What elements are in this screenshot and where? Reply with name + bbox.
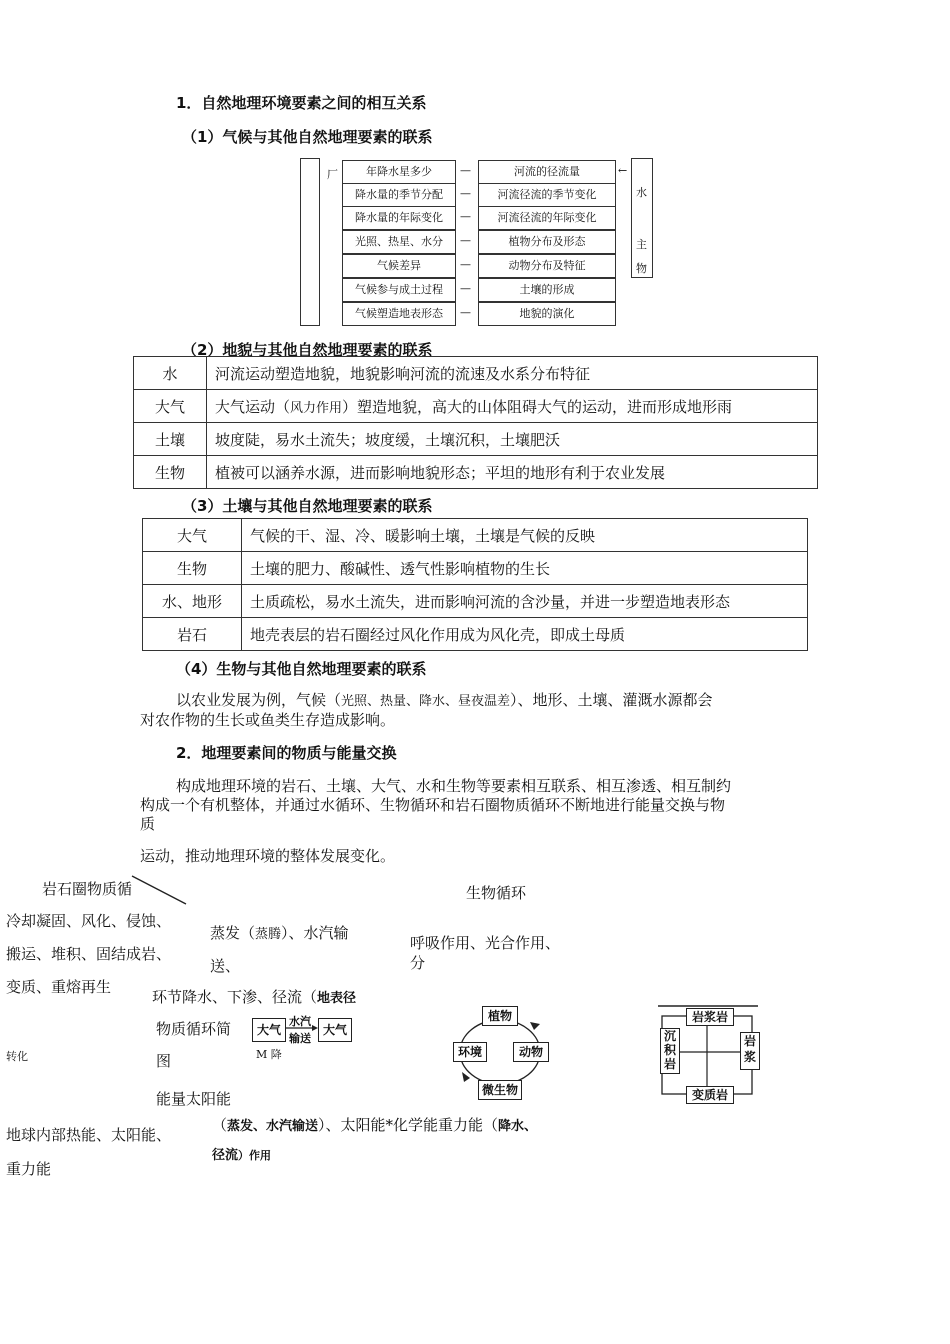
bio-process-line-2: 分	[410, 954, 426, 972]
energy-left-line-2: 重力能	[6, 1160, 52, 1178]
climate-left-cell: 气候差异	[342, 254, 456, 278]
exchange-paragraph-line-4: 运动，推动地理环境的整体发展变化。	[140, 847, 396, 865]
link-dash: —	[460, 282, 471, 295]
energy-mid-line-2: 径流）作用	[212, 1148, 272, 1163]
rock-node-magma: 岩浆	[740, 1032, 760, 1070]
climate-right-cell: 河流的径流量	[478, 160, 616, 184]
climate-left-cell: 气候参与成土过程	[342, 278, 456, 302]
table-key: 生物	[143, 552, 242, 585]
rock-node-sedimentary: 沉积岩	[660, 1028, 680, 1074]
climate-left-cell: 气候塑造地表形态	[342, 302, 456, 326]
table-row	[143, 519, 808, 552]
exchange-paragraph-line-2: 构成一个有机整体，并通过水循环、生物循环和岩石圈物质循环不断地进行能量交换与物	[140, 796, 726, 814]
water-node-atmosphere: 大气	[252, 1018, 286, 1042]
rock-node-metamorphic: 变质岩	[686, 1086, 734, 1104]
energy-mid-line-1: （蒸发、水汽输送）、太阳能*化学能重力能（降水、	[212, 1116, 538, 1134]
table-key: 大气	[143, 519, 242, 552]
climate-bracket: 厂	[327, 168, 338, 181]
cut-off-text: 转化	[6, 1050, 28, 1063]
bio-node-plant: 植物	[482, 1006, 518, 1026]
link-dash: —	[460, 210, 471, 223]
water-node-atmosphere: 大气	[318, 1018, 352, 1042]
terrain-table	[133, 356, 818, 489]
link-dash: —	[460, 187, 471, 200]
rock-cycle-title: 岩石圈物质循	[42, 880, 133, 898]
cut-off-text: M 降	[256, 1048, 282, 1061]
subsection-3-title: （3）土壤与其他自然地理要素的联系	[182, 497, 433, 515]
table-value: 土质疏松，易水土流失，进而影响河流的含沙量，并进一步塑造地表形态	[242, 585, 808, 618]
climate-right-cell: 植物分布及形态	[478, 230, 616, 254]
table-key: 水	[134, 357, 207, 390]
rock-process-line-3: 变质、重熔再生	[6, 978, 112, 996]
table-value: 气候的干、湿、冷、暖影响土壤，土壤是气候的反映	[242, 519, 808, 552]
table-value: 地壳表层的岩石圈经过风化作用成为风化壳，即成土母质	[242, 618, 808, 651]
exchange-paragraph-line-3: 质	[140, 815, 156, 833]
table-key: 岩石	[143, 618, 242, 651]
soil-table	[142, 518, 808, 651]
side-label-bio: 主	[636, 238, 647, 251]
link-dash: —	[460, 164, 471, 177]
water-process-line-1: 蒸发（蒸腾）、水汽输	[210, 924, 349, 942]
exchange-paragraph-line-1: 构成地理环境的岩石、土壤、大气、水和生物等要素相互联系、相互渗透、相互制约	[176, 777, 732, 795]
climate-left-cell: 年降水星多少	[342, 160, 456, 184]
link-dash: —	[460, 258, 471, 271]
climate-right-cell: 地貌的演化	[478, 302, 616, 326]
water-label: 输送	[289, 1032, 311, 1045]
climate-left-cell: 光照、热星、水分	[342, 230, 456, 254]
table-value: 坡度陡，易水土流失；坡度缓，土壤沉积，土壤肥沃	[207, 423, 818, 456]
table-key: 水、地形	[143, 585, 242, 618]
table-row	[134, 357, 818, 390]
energy-title: 能量太阳能	[156, 1090, 232, 1108]
link-process-line: 环节降水、下渗、径流（地表径	[152, 988, 357, 1006]
link-dash: —	[460, 306, 471, 319]
table-row	[134, 390, 818, 423]
bio-node-environment: 环境	[453, 1042, 487, 1062]
table-value: 植被可以涵养水源，进而影响地貌形态；平坦的地形有利于农业发展	[207, 456, 818, 489]
table-row	[143, 585, 808, 618]
table-row	[134, 456, 818, 489]
climate-right-cell: 土壤的形成	[478, 278, 616, 302]
table-key: 大气	[134, 390, 207, 423]
table-key: 生物	[134, 456, 207, 489]
climate-left-bar	[300, 158, 320, 326]
climate-left-cell: 降水量的季节分配	[342, 183, 456, 207]
section-1-title: 1．自然地理环境要素之间的相互关系	[176, 94, 427, 112]
bio-cycle-title: 生物循环	[466, 884, 527, 902]
water-process-line-2: 送、	[210, 957, 241, 975]
table-row	[143, 552, 808, 585]
climate-right-cell: 河流径流的季节变化	[478, 183, 616, 207]
bio-node-animal: 动物	[513, 1042, 549, 1062]
climate-right-cell: 河流径流的年际变化	[478, 206, 616, 230]
water-label: 水汽	[289, 1015, 311, 1028]
climate-left-cell: 降水量的年际变化	[342, 206, 456, 230]
climate-right-cell: 动物分布及特征	[478, 254, 616, 278]
table-value: 河流运动塑造地貌，地貌影响河流的流速及水系分布特征	[207, 357, 818, 390]
table-value: 大气运动（风力作用）塑造地貌，高大的山体阻碍大气的运动，进而形成地形雨	[207, 390, 818, 423]
cycle-diagram-title-2: 图	[156, 1052, 172, 1070]
slash-line	[130, 872, 190, 908]
side-label-bio: 物	[636, 262, 647, 275]
table-row	[134, 423, 818, 456]
link-dash: —	[460, 234, 471, 247]
subsection-1-title: （1）气候与其他自然地理要素的联系	[182, 128, 433, 146]
bio-paragraph-line-2: 对农作物的生长或鱼类生存造成影响。	[140, 711, 396, 729]
bio-node-microbe: 微生物	[478, 1080, 522, 1100]
subsection-4-title: （4）生物与其他自然地理要素的联系	[176, 660, 427, 678]
table-value: 土壤的肥力、酸碱性、透气性影响植物的生长	[242, 552, 808, 585]
table-key: 土壤	[134, 423, 207, 456]
arrow-left-icon: ←	[618, 164, 628, 177]
rock-node-magmatic: 岩浆岩	[686, 1008, 734, 1026]
side-label-water: 水	[636, 186, 647, 199]
energy-left-line-1: 地球内部热能、太阳能、	[6, 1126, 172, 1144]
section-2-title: 2．地理要素间的物质与能量交换	[176, 744, 397, 762]
bio-paragraph-line-1: 以农业发展为例，气候（光照、热量、降水、昼夜温差）、地形、土壤、灌溉水源都会	[176, 691, 713, 709]
cycle-diagram-title: 物质循环简	[156, 1020, 232, 1038]
bio-process-line-1: 呼吸作用、光合作用、	[410, 934, 561, 952]
subsection-2-title: （2）地貌与其他自然地理要素的联系	[182, 341, 433, 359]
rock-process-line-1: 冷却凝固、风化、侵蚀、	[6, 912, 172, 930]
table-row	[143, 618, 808, 651]
rock-process-line-2: 搬运、堆积、固结成岩、	[6, 945, 172, 963]
